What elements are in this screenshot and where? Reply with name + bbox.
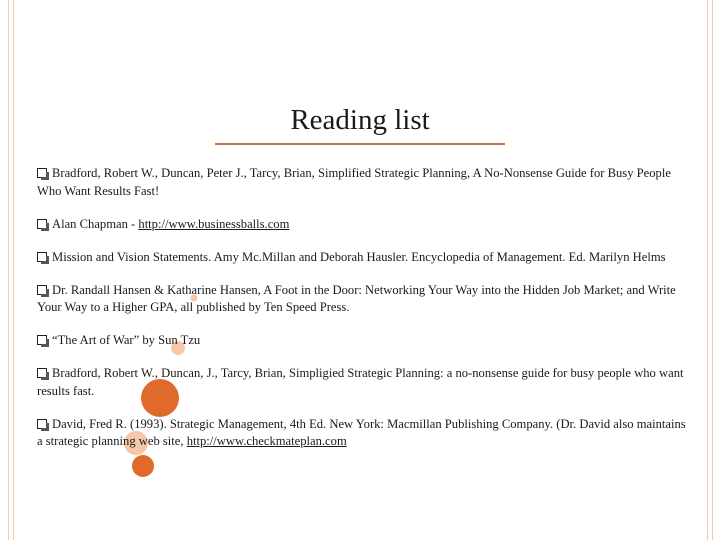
reference-text: “The Art of War” by Sun Tzu (52, 333, 201, 347)
list-item (37, 332, 687, 350)
title-underline (215, 143, 505, 145)
reference-text: Bradford, Robert W., Duncan, J., Tarcy, Brian, Simpligied Strategic Planning: a no-nonsense guide for busy people who want results fast. (37, 366, 684, 398)
reference-text: Bradford, Robert W., Duncan, Peter J., Tarcy, Brian, Simplified Strategic Planning, A No-Nonsense Guide for Busy People Who Want Results Fast! (37, 166, 671, 198)
list-item (37, 249, 687, 267)
square-checkbox-bullet-icon (37, 168, 47, 178)
square-checkbox-bullet-icon (37, 419, 47, 429)
square-checkbox-bullet-icon (37, 252, 47, 262)
businessballs-link[interactable]: http://www.businessballs.com (138, 216, 290, 231)
checkmateplan-link[interactable]: http://www.checkmateplan.com (186, 434, 347, 448)
list-item (37, 416, 687, 451)
square-checkbox-bullet-icon (37, 219, 47, 229)
list-item (37, 365, 687, 400)
reference-text: David, Fred R. (1993). Strategic Management, 4th Ed. New York: Macmillan Publishing Company. (Dr. David also maintains a strategic planning web site, (37, 416, 686, 448)
page-title: Reading list (290, 104, 430, 136)
list-item (37, 282, 687, 317)
reference-text: Dr. Randall Hansen & Katharine Hansen, A Foot in the Door: Networking Your Way into the Hidden Job Market; and Write Your Way to a Higher GPA, all published by Ten Speed Press. (37, 282, 676, 314)
square-checkbox-bullet-icon (37, 285, 47, 295)
square-checkbox-bullet-icon (37, 335, 47, 345)
reference-text: Mission and Vision Statements. Amy Mc.Millan and Deborah Hausler. Encyclopedia of Management. Ed. Marilyn Helms (52, 249, 666, 264)
square-checkbox-bullet-icon (37, 368, 47, 378)
list-item (37, 165, 687, 200)
reference-text: Alan Chapman - (52, 216, 139, 231)
reference-list (37, 165, 687, 466)
list-item (37, 216, 687, 234)
